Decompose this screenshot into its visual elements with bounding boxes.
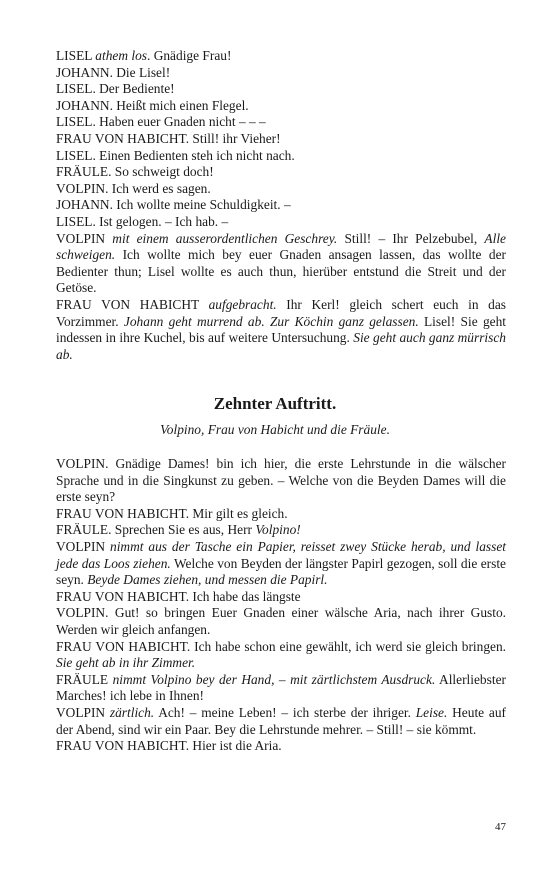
dialogue-text: LISEL. Haben euer Gnaden nicht – – – <box>56 114 266 130</box>
dialogue-line <box>56 605 506 638</box>
dialogue-text: VOLPIN <box>56 230 113 246</box>
dialogue-line <box>56 131 506 148</box>
dialogue-line <box>56 456 506 506</box>
dialogue-text: VOLPIN. Gut! so bringen Euer Gnaden einer wälsche Aria, nach ihrer Gusto. Werden wir gleich anfangen. <box>56 605 506 637</box>
dialogue-text: Ach! – meine Leben! – ich sterbe der ihriger. <box>154 704 416 720</box>
stage-direction: Sie geht auch ganz mürrisch ab. <box>56 330 506 362</box>
dialogue-text: Allerliebster Marches! ich lebe in Ihnen! <box>56 671 506 704</box>
dialogue-text: Lisel! Sie geht indessen in ihre Kuchel, bis auf weitere Untersuchung. <box>56 313 506 346</box>
dialogue-text: Still! – Ihr Pelzebubel, <box>337 230 485 246</box>
scene-characters: Volpino, Frau von Habicht und die Fräule. <box>160 422 390 437</box>
dialogue-text: Welche von Beyden der längster Papirl gezogen, soll die erste seyn. <box>56 555 506 588</box>
stage-direction: nimmt Volpino bey der Hand, – mit zärtlichstem Ausdruck. <box>112 671 436 687</box>
scene-heading: Zehnter Auftritt. <box>213 394 337 413</box>
dialogue-text: VOLPIN. Gnädige Dames! bin ich hier, die erste Lehrstunde in die wälscher Sprache und in die Singkunst zu geben. – Welche von die Beyden Dames will die erste seyn? <box>56 456 506 505</box>
stage-direction: Volpino! <box>255 522 301 538</box>
stage-direction: Alle schweigen. <box>56 230 506 263</box>
dialogue-line <box>56 672 506 705</box>
dialogue-line <box>56 539 506 589</box>
dialogue-line <box>56 738 506 755</box>
dialogue-text: JOHANN. Heißt mich einen Flegel. <box>56 97 249 113</box>
dialogue-line <box>56 506 506 523</box>
page-number: 47 <box>495 821 506 833</box>
dialogue-text: JOHANN. Ich wollte meine Schuldigkeit. – <box>56 197 291 213</box>
stage-direction: athem los <box>95 48 147 63</box>
stage-direction: zärtlich. <box>109 704 155 720</box>
dialogue-text: FRAU VON HABICHT. Mir gilt es gleich. <box>56 505 288 521</box>
dialogue-line <box>56 705 506 738</box>
dialogue-text: LISEL <box>56 48 96 63</box>
dialogue-line <box>56 48 506 65</box>
stage-direction: Sie geht ab in ihr Zimmer. <box>56 655 196 671</box>
dialogue-line <box>56 114 506 131</box>
stage-direction: aufgebracht. <box>208 296 277 312</box>
dialogue-line <box>56 181 506 198</box>
dialogue-block-scene-10 <box>56 456 506 755</box>
dialogue-line <box>56 297 506 363</box>
dialogue-text: JOHANN. Die Lisel! <box>56 64 171 80</box>
dialogue-text: FRAU VON HABICHT. Hier ist die Aria. <box>56 738 282 754</box>
dialogue-text: FRAU VON HABICHT. Ich habe das längste <box>56 588 301 604</box>
dialogue-text: FRÄULE. Sprechen Sie es aus, Herr <box>56 522 256 538</box>
dialogue-text: FRÄULE. So schweigt doch! <box>56 164 214 180</box>
dialogue-text: Ich wollte mich bey euer Gnaden ansagen lassen, das wollte der Bedienter thun; Lisel wollte es auch thun, hierüber entstund die Streit und der Getöse. <box>56 247 506 296</box>
dialogue-text: VOLPIN <box>56 704 110 720</box>
dialogue-line <box>56 148 506 165</box>
dialogue-line <box>56 65 506 82</box>
stage-direction: Leise. <box>415 704 448 720</box>
stage-direction: nimmt aus der Tasche ein Papier, reisset zwey Stücke herab, und lasset jede das Loos ziehen. <box>56 538 506 571</box>
dialogue-line <box>56 98 506 115</box>
dialogue-line <box>56 81 506 98</box>
dialogue-line <box>56 231 506 297</box>
dialogue-line <box>56 589 506 606</box>
dialogue-text: FRAU VON HABICHT. Ich habe schon eine gewählt, ich werd sie gleich bringen. <box>56 638 506 654</box>
dialogue-text: LISEL. Der Bediente! <box>56 81 175 97</box>
dialogue-text: FRAU VON HABICHT. Still! ihr Vieher! <box>56 130 281 146</box>
dialogue-line <box>56 214 506 231</box>
stage-direction: Johann geht murrend ab. Zur Köchin ganz gelassen. <box>123 313 419 329</box>
dialogue-line <box>56 522 506 539</box>
dialogue-text: VOLPIN. Ich werd es sagen. <box>56 180 211 196</box>
dialogue-text: LISEL. Einen Bedienten steh ich nicht nach. <box>56 147 295 163</box>
dialogue-text: LISEL. Ist gelogen. – Ich hab. – <box>56 213 229 229</box>
dialogue-line <box>56 197 506 214</box>
dialogue-text: FRAU VON HABICHT <box>56 296 209 312</box>
dialogue-text: . Gnädige Frau! <box>147 48 232 63</box>
dialogue-line <box>56 639 506 672</box>
dialogue-text: Ihr Kerl! gleich schert euch in das Vorzimmer. <box>56 296 506 329</box>
dialogue-text: Heute auf der Abend, sind wir ein Paar. Bey die Lehrstunde mehrer. – Still! – sie kömmt. <box>56 704 506 737</box>
dialogue-block-scene-9 <box>56 48 506 363</box>
stage-direction: mit einem ausserordentlichen Geschrey. <box>112 230 338 246</box>
dialogue-line <box>56 164 506 181</box>
dialogue-text: FRÄULE <box>56 671 113 687</box>
dialogue-text: VOLPIN <box>56 538 111 554</box>
stage-direction: Beyde Dames ziehen, und messen die Papirl. <box>87 572 328 588</box>
